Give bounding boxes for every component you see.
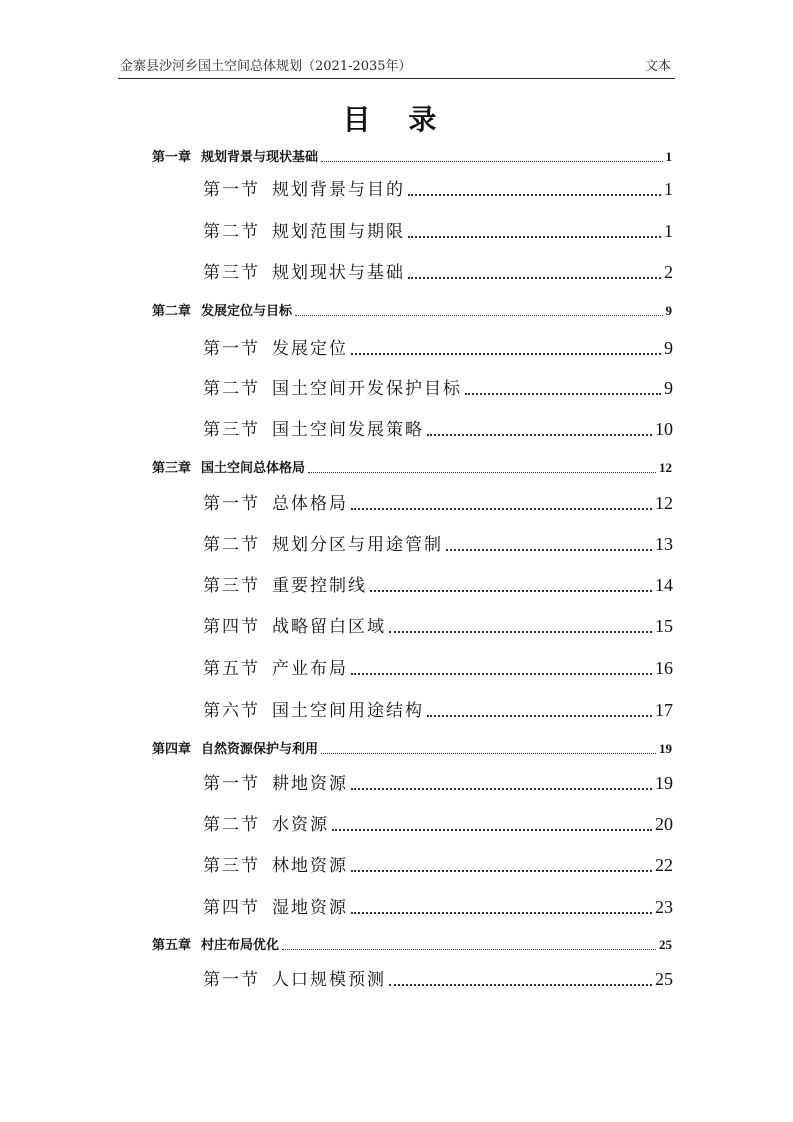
toc-page-number: 9 [664,378,673,398]
toc-page-number: 25 [659,937,672,952]
toc-entry-title: 国土空间用途结构 [272,701,424,721]
toc-entry-number: 第一章 [152,150,192,165]
toc-entry-number: 第二节 [203,815,260,835]
toc-entry-title: 水资源 [272,815,329,835]
toc-entry-number: 第三节 [203,576,260,596]
toc-page-number: 12 [659,460,672,475]
toc-section-entry[interactable] [203,531,673,555]
toc-page-number: 9 [664,338,673,358]
toc-dot-leader [282,949,656,950]
toc-dot-leader [351,870,652,872]
toc-entry-title: 产业布局 [272,659,348,679]
toc-page-number: 1 [665,149,672,164]
header-document-type: 文本 [644,59,671,74]
toc-page-number: 13 [655,534,673,554]
toc-chapter-entry[interactable] [152,145,672,165]
toc-page-number: 10 [655,419,673,439]
toc-section-entry[interactable] [203,655,673,679]
toc-entry-title: 耕地资源 [272,774,348,794]
toc-page-number: 19 [655,773,673,793]
toc-dot-leader [427,715,652,717]
toc-section-entry[interactable] [203,966,673,990]
toc-entry-number: 第二章 [152,304,192,319]
toc-dot-leader [408,236,661,238]
toc-dot-leader [308,472,656,473]
toc-chapter-entry[interactable] [152,456,672,476]
toc-entry-number: 第二节 [203,222,260,242]
toc-entry-title: 村庄布局优化 [201,938,280,953]
toc-entry-title: 规划背景与目的 [272,180,405,200]
header-document-title: 金寨县沙河乡国土空间总体规划（2021-2035年） [120,59,412,74]
toc-dot-leader [370,590,652,592]
toc-dot-leader [332,829,652,831]
toc-entry-title: 规划分区与用途管制 [272,535,443,555]
toc-page-number: 22 [655,855,673,875]
toc-section-entry[interactable] [203,176,673,200]
toc-section-entry[interactable] [203,335,673,359]
toc-page-number: 20 [655,814,673,834]
toc-entry-number: 第一节 [203,494,260,514]
toc-entry-title: 自然资源保护与利用 [201,742,319,757]
toc-page-number: 19 [659,741,672,756]
toc-entry-title: 重要控制线 [272,576,367,596]
toc-chapter-entry[interactable] [152,737,672,757]
toc-section-entry[interactable] [203,416,673,440]
toc-section-entry[interactable] [203,697,673,721]
toc-entry-title: 国土空间总体格局 [201,461,306,476]
toc-dot-leader [295,315,662,316]
toc-section-entry[interactable] [203,259,673,283]
toc-entry-number: 第一节 [203,774,260,794]
toc-dot-leader [389,631,652,633]
toc-section-entry[interactable] [203,572,673,596]
toc-entry-title: 国土空间开发保护目标 [272,379,462,399]
toc-page-number: 12 [655,493,673,513]
toc-entry-number: 第三章 [152,461,192,476]
toc-dot-leader [321,753,656,754]
toc-section-entry[interactable] [203,894,673,918]
toc-dot-leader [351,673,652,675]
toc-entry-number: 第三节 [203,420,260,440]
toc-entry-number: 第四节 [203,898,260,918]
toc-entry-number: 第五章 [152,938,192,953]
toc-page-number: 17 [655,700,673,720]
toc-entry-title: 湿地资源 [272,898,348,918]
toc-dot-leader [427,434,652,436]
toc-entry-title: 规划范围与期限 [272,222,405,242]
toc-entry-title: 国土空间发展策略 [272,420,424,440]
toc-entry-number: 第六节 [203,701,260,721]
toc-dot-leader [465,393,661,395]
toc-title: 目 录 [342,103,451,136]
toc-page-number: 9 [665,303,672,318]
toc-section-entry[interactable] [203,490,673,514]
toc-entry-number: 第一节 [203,180,260,200]
toc-entry-number: 第四节 [203,617,260,637]
toc-entry-title: 战略留白区域 [272,617,386,637]
toc-page-number: 23 [655,897,673,917]
toc-section-entry[interactable] [203,613,673,637]
toc-dot-leader [351,353,661,355]
toc-dot-leader [408,277,661,279]
toc-section-entry[interactable] [203,811,673,835]
toc-page-number: 14 [655,575,673,595]
toc-entry-number: 第一节 [203,339,260,359]
toc-dot-leader [351,788,652,790]
toc-entry-title: 人口规模预测 [272,970,386,990]
toc-entry-title: 规划背景与现状基础 [201,150,319,165]
toc-section-entry[interactable] [203,375,673,399]
toc-section-entry[interactable] [203,852,673,876]
toc-entry-number: 第二节 [203,379,260,399]
toc-dot-leader [351,912,652,914]
toc-chapter-entry[interactable] [152,933,672,953]
toc-entry-number: 第三节 [203,263,260,283]
toc-entry-title: 发展定位与目标 [201,304,293,319]
toc-entry-number: 第二节 [203,535,260,555]
toc-page-number: 1 [664,179,673,199]
toc-dot-leader [321,161,662,162]
toc-entry-title: 林地资源 [272,856,348,876]
toc-entry-number: 第一节 [203,970,260,990]
toc-entry-number: 第三节 [203,856,260,876]
toc-entry-title: 发展定位 [272,339,348,359]
toc-page-number: 16 [655,658,673,678]
toc-entry-number: 第四章 [152,742,192,757]
toc-entry-title: 规划现状与基础 [272,263,405,283]
toc-page-number: 25 [655,969,673,989]
toc-entry-title: 总体格局 [272,494,348,514]
toc-dot-leader [446,549,652,551]
toc-entry-number: 第五节 [203,659,260,679]
toc-dot-leader [389,984,652,986]
toc-section-entry[interactable] [203,770,673,794]
toc-page-number: 2 [664,262,673,282]
toc-chapter-entry[interactable] [152,299,672,319]
toc-dot-leader [408,194,661,196]
toc-section-entry[interactable] [203,218,673,242]
toc-page-number: 15 [655,616,673,636]
toc-page-number: 1 [664,221,673,241]
toc-dot-leader [351,508,652,510]
